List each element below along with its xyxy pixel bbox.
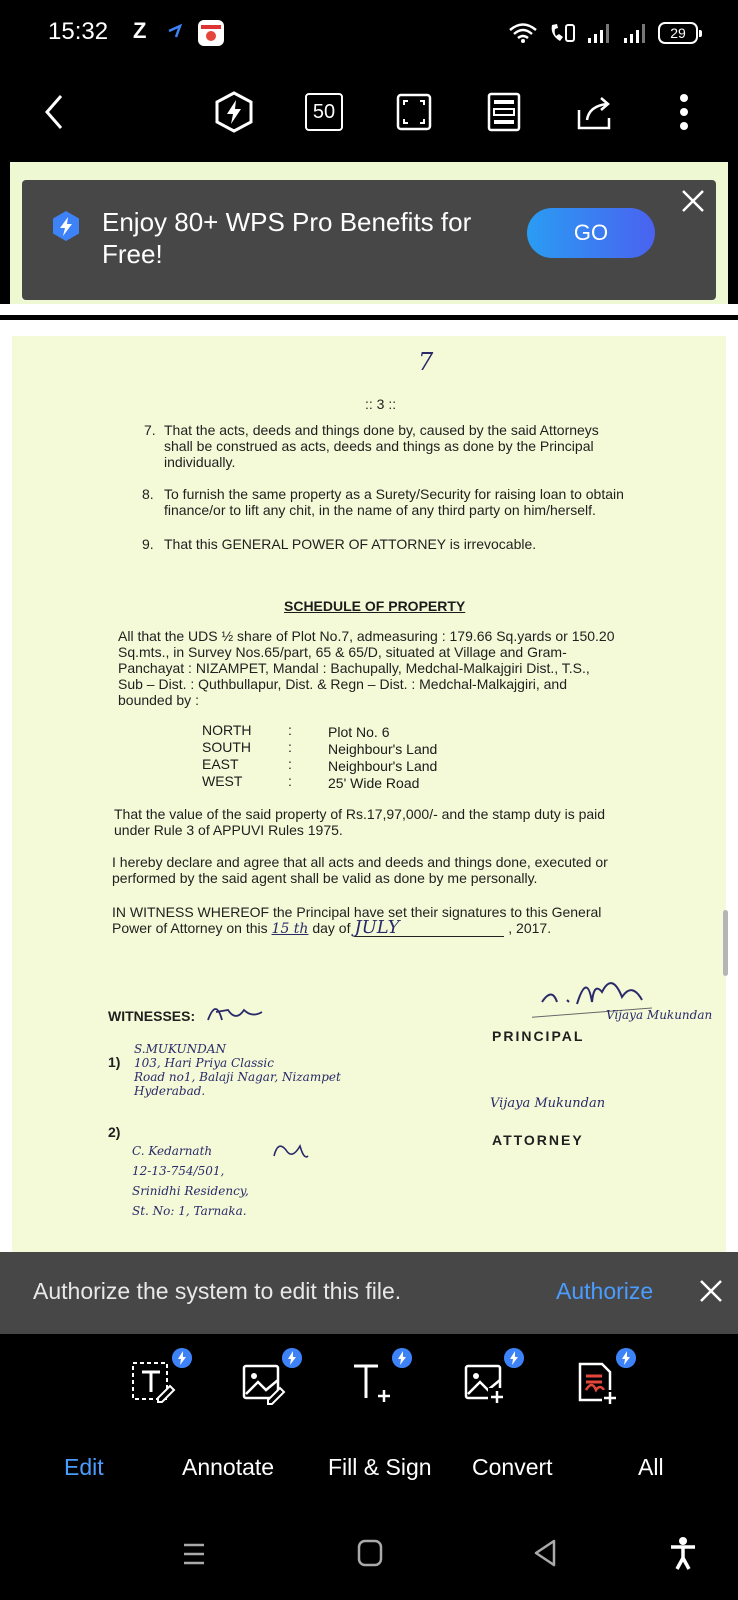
status-time: 15:32 bbox=[48, 18, 109, 45]
fullscreen-button[interactable] bbox=[390, 88, 438, 136]
document-viewport[interactable] bbox=[0, 320, 738, 1252]
tab-annotate[interactable]: Annotate bbox=[182, 1454, 275, 1480]
principal-hand-name: Vijaya Mukundan bbox=[606, 1008, 713, 1022]
share-button[interactable] bbox=[570, 88, 618, 136]
schedule-line-3: Panchayat : NIZAMPET, Mandal : Bachupally, Medchal-Malkajgiri Dist., T.S., bbox=[118, 660, 590, 676]
witness-month: JULY bbox=[354, 920, 504, 937]
bottom-tab-bar bbox=[0, 1424, 738, 1524]
clause-9-text: That this GENERAL POWER OF ATTORNEY is irrevocable. bbox=[164, 536, 537, 552]
schedule-line-2: Sq.mts., in Survey Nos.65/part, 65 & 65/D, situated at Village and Gram- bbox=[118, 644, 567, 660]
recents-menu-icon[interactable] bbox=[180, 1540, 208, 1568]
reader-toolbar bbox=[0, 64, 738, 162]
authorize-bar bbox=[0, 1252, 738, 1334]
page-header: :: 3 :: bbox=[365, 396, 397, 412]
network-arrow-icon bbox=[166, 22, 184, 40]
clause-9-number: 9. bbox=[142, 536, 154, 552]
back-button[interactable] bbox=[30, 88, 78, 136]
witness-1-line-1: S.MUKUNDAN bbox=[134, 1042, 226, 1056]
system-nav-bar bbox=[0, 1524, 738, 1600]
clause-7-line-1: That the acts, deeds and things done by, caused by the said Attorneys bbox=[164, 422, 599, 438]
boundary-value: Neighbour's Land bbox=[328, 758, 438, 774]
authorize-message: Authorize the system to edit this file. bbox=[33, 1278, 402, 1304]
accessibility-icon[interactable] bbox=[668, 1536, 698, 1570]
pro-badge-icon bbox=[504, 1348, 524, 1368]
tab-convert[interactable]: Convert bbox=[472, 1454, 553, 1480]
boundary-value: Neighbour's Land bbox=[328, 741, 438, 757]
share-icon bbox=[573, 92, 615, 132]
wifi-icon bbox=[508, 22, 538, 44]
witness-day: 15 th bbox=[271, 921, 309, 937]
edit-image-icon bbox=[240, 1360, 286, 1406]
clause-7-number: 7. bbox=[144, 422, 156, 438]
back-arrow-icon bbox=[39, 92, 69, 132]
document-scrollbar[interactable] bbox=[723, 910, 728, 976]
witness-2-line-3: Srinidhi Residency, bbox=[132, 1184, 249, 1198]
clause-7-line-3: individually. bbox=[164, 454, 236, 470]
witness-2-line-1: C. Kedarnath bbox=[132, 1144, 213, 1158]
schedule-line-5: bounded by : bbox=[118, 692, 199, 708]
witness-year: , 2017. bbox=[508, 920, 552, 936]
status-icons bbox=[508, 18, 698, 48]
signal-1-icon bbox=[586, 22, 612, 44]
tab-fill-sign[interactable]: Fill & Sign bbox=[328, 1454, 432, 1480]
signal-2-icon bbox=[622, 22, 648, 44]
page-count: 50 bbox=[305, 93, 343, 131]
witness-line-2-start: Power of Attorney on this bbox=[112, 920, 268, 936]
add-image-tool[interactable] bbox=[462, 1360, 508, 1406]
witness-1-signature-icon bbox=[206, 996, 266, 1026]
boundary-dir: NORTH bbox=[202, 722, 252, 738]
value-line-2: under Rule 3 of APPUVI Rules 1975. bbox=[114, 822, 343, 838]
page-count-button[interactable] bbox=[300, 88, 348, 136]
witness-1-line-3: Road no1, Balaji Nagar, Nizampet bbox=[134, 1070, 341, 1084]
principal-label: PRINCIPAL bbox=[492, 1028, 585, 1044]
more-options-button[interactable] bbox=[660, 88, 708, 136]
document-layout-icon bbox=[487, 92, 521, 132]
pdf-add-icon bbox=[574, 1360, 620, 1406]
boundary-directions bbox=[202, 722, 252, 790]
value-line-1: That the value of the said property of Rs.17,97,000/- and the stamp duty is paid bbox=[114, 806, 606, 822]
ad-text: Enjoy 80+ WPS Pro Benefits for Free! bbox=[102, 207, 472, 269]
schedule-heading: SCHEDULE OF PROPERTY bbox=[284, 598, 466, 614]
document-page bbox=[12, 336, 726, 1252]
boundary-dir: WEST bbox=[202, 773, 243, 789]
fullscreen-icon bbox=[396, 93, 432, 131]
pro-benefits-banner[interactable] bbox=[22, 180, 716, 300]
pdf-to-word-tool[interactable] bbox=[574, 1360, 620, 1406]
witness-2-number: 2) bbox=[108, 1124, 121, 1140]
edit-tools-row bbox=[0, 1334, 738, 1424]
boundary-sep: : bbox=[288, 739, 292, 755]
authorize-link[interactable]: Authorize bbox=[556, 1278, 654, 1304]
boundary-dir: SOUTH bbox=[202, 739, 251, 755]
back-triangle-icon[interactable] bbox=[532, 1538, 558, 1568]
declare-line-2: performed by the said agent shall be valid as done by me personally. bbox=[112, 870, 538, 886]
boundary-values bbox=[328, 724, 437, 792]
battery-indicator: 29 bbox=[658, 22, 698, 44]
go-button[interactable]: GO bbox=[527, 208, 655, 258]
lightning-hexagon-icon bbox=[213, 91, 255, 133]
boundary-value: 25' Wide Road bbox=[328, 775, 420, 791]
witness-2-line-4: St. No: 1, Tarnaka. bbox=[132, 1204, 247, 1218]
boundary-separators bbox=[288, 722, 292, 790]
more-vertical-icon bbox=[678, 92, 690, 132]
clause-8-number: 8. bbox=[142, 486, 154, 502]
status-carrier-letter: Z bbox=[133, 18, 147, 43]
clause-8-line-1: To furnish the same property as a Surety/Security for raising loan to obtain bbox=[164, 486, 624, 502]
pro-badge-icon bbox=[172, 1348, 192, 1368]
pro-badge-icon bbox=[282, 1348, 302, 1368]
tab-edit[interactable]: Edit bbox=[64, 1454, 104, 1480]
witnesses-label: WITNESSES: bbox=[108, 1008, 196, 1024]
pro-badge-icon bbox=[392, 1348, 412, 1368]
witness-2-line-2: 12-13-754/501, bbox=[132, 1164, 225, 1178]
boundary-value: Plot No. 6 bbox=[328, 724, 390, 740]
status-bar bbox=[0, 0, 738, 64]
read-mode-button[interactable] bbox=[480, 88, 528, 136]
witness-line-2 bbox=[112, 917, 552, 938]
lightning-badge-icon bbox=[50, 210, 82, 242]
edit-text-icon bbox=[130, 1360, 176, 1406]
boundary-sep: : bbox=[288, 756, 292, 772]
pro-tools-button[interactable] bbox=[210, 88, 258, 136]
witness-2-signature-icon bbox=[270, 1136, 310, 1166]
witness-1-line-2: 103, Hari Priya Classic bbox=[134, 1056, 274, 1070]
witness-line-1: IN WITNESS WHEREOF the Principal have set their signatures to this General bbox=[112, 904, 602, 920]
witness-1-number: 1) bbox=[108, 1054, 121, 1070]
attorney-hand-name: Vijaya Mukundan bbox=[490, 1096, 606, 1111]
add-image-icon bbox=[462, 1360, 508, 1406]
pro-badge-icon bbox=[616, 1348, 636, 1368]
clause-7-line-2: shall be construed as acts, deeds and things as done by the Principal bbox=[164, 438, 594, 454]
volte-call-icon bbox=[548, 21, 576, 45]
witness-1-line-4: Hyderabad. bbox=[134, 1084, 206, 1098]
edit-text-tool[interactable] bbox=[130, 1360, 176, 1406]
app-notification-icon bbox=[198, 20, 224, 46]
add-text-icon bbox=[350, 1360, 396, 1406]
close-ad-icon[interactable] bbox=[680, 188, 706, 214]
page-mark: 7 bbox=[418, 348, 434, 376]
boundary-sep: : bbox=[288, 722, 292, 738]
clause-8-line-2: finance/or to lift any chit, in the name of any third party on him/herself. bbox=[164, 502, 596, 518]
add-text-tool[interactable] bbox=[350, 1360, 396, 1406]
tab-all[interactable]: All bbox=[638, 1454, 664, 1480]
home-icon[interactable] bbox=[356, 1538, 384, 1568]
schedule-line-1: All that the UDS ½ share of Plot No.7, admeasuring : 179.66 Sq.yards or 150.20 bbox=[118, 628, 615, 644]
boundary-sep: : bbox=[288, 773, 292, 789]
witness-line-2-mid: day of bbox=[312, 920, 351, 936]
attorney-label: ATTORNEY bbox=[492, 1132, 584, 1148]
edit-image-tool[interactable] bbox=[240, 1360, 286, 1406]
declare-line-1: I hereby declare and agree that all acts and deeds and things done, executed or bbox=[112, 854, 608, 870]
boundary-dir: EAST bbox=[202, 756, 239, 772]
schedule-line-4: Sub – Dist. : Quthbullapur, Dist. & Regn – Dist. : Medchal-Malkajgiri, and bbox=[118, 676, 567, 692]
close-authorize-icon[interactable] bbox=[698, 1278, 724, 1304]
